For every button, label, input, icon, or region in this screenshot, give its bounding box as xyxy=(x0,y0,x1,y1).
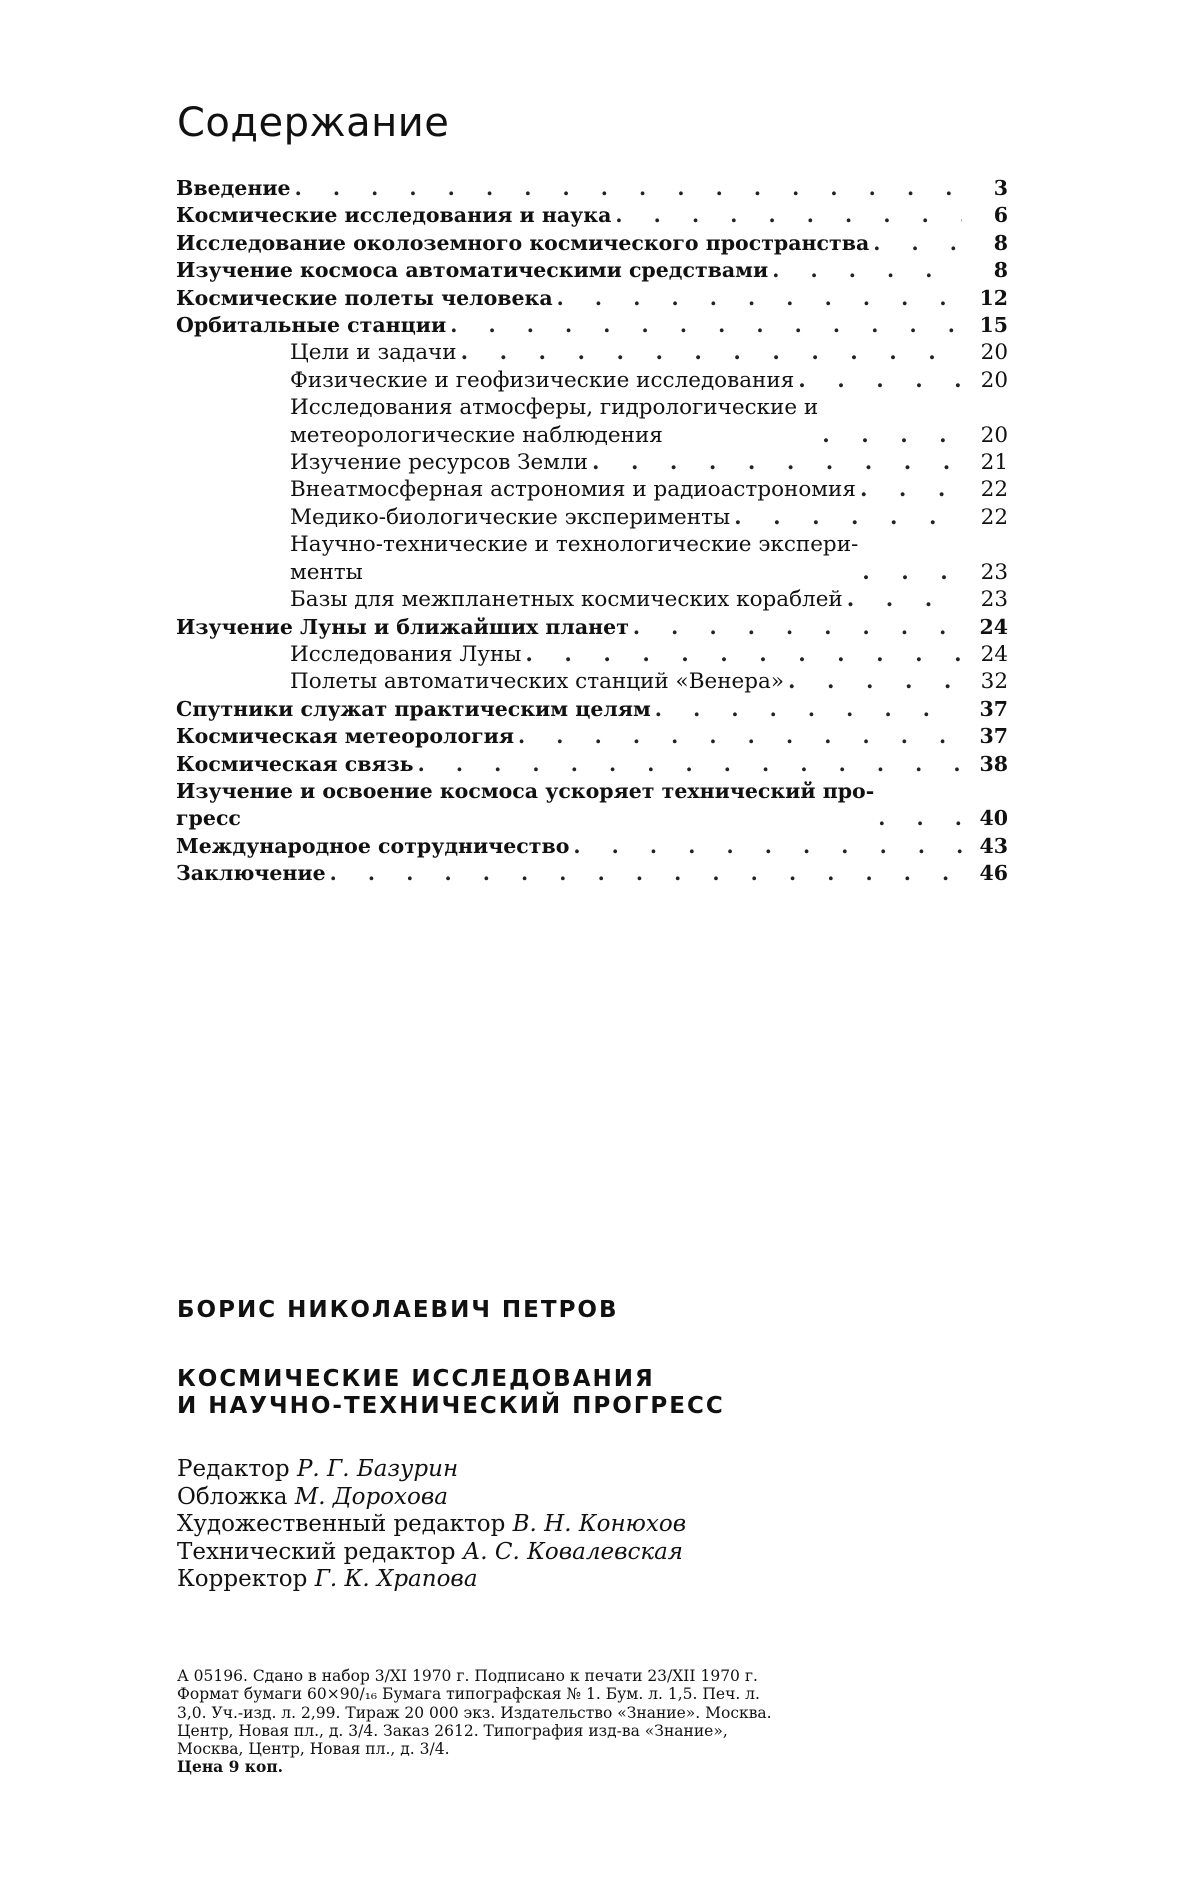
toc-entry-title: Цели и задачи xyxy=(290,340,457,366)
toc-leader-dots xyxy=(798,367,962,394)
toc-leader-dots xyxy=(822,422,962,449)
toc-entry-page: 20 xyxy=(980,340,1008,366)
toc-entry xyxy=(176,257,1008,284)
credit-role: Корректор xyxy=(177,1566,308,1592)
credit-role: Обложка xyxy=(177,1483,288,1510)
toc-leader-dots xyxy=(878,805,962,832)
toc-entry-title xyxy=(290,531,858,586)
credits-list xyxy=(177,1456,686,1594)
toc-entry-title: Космическая связь xyxy=(176,751,414,776)
toc-entry xyxy=(176,860,1008,887)
toc-leader-dots xyxy=(615,202,962,229)
toc-entry-title: Орбитальные станции xyxy=(176,313,447,338)
toc-leader-dots xyxy=(295,175,962,202)
toc-entry xyxy=(176,312,1008,339)
toc-entry-title: Внеатмосферная астрономия и радиоастрономия xyxy=(290,477,856,503)
toc-leader-dots xyxy=(330,860,962,887)
toc-entry-title: Международное сотрудничество xyxy=(176,833,570,858)
toc-subentry xyxy=(176,641,1008,668)
toc-leader-dots xyxy=(418,751,962,778)
toc-entry-page: 43 xyxy=(979,833,1008,858)
toc-entry-title: Космические исследования и наука xyxy=(176,203,612,228)
credit-row xyxy=(177,1539,686,1567)
toc-entry-title-line: гресс xyxy=(176,806,241,831)
credit-name: М. Дорохова xyxy=(294,1483,448,1510)
toc-entry-title-line: менты xyxy=(290,559,363,585)
toc-subentry xyxy=(176,586,1008,613)
toc-leader-dots xyxy=(450,312,962,339)
toc-entry-title xyxy=(290,394,818,449)
credit-row xyxy=(177,1566,686,1594)
book-author: БОРИС НИКОЛАЕВИЧ ПЕТРОВ xyxy=(177,1297,619,1323)
toc-subentry xyxy=(176,394,1008,449)
toc-leader-dots xyxy=(518,723,962,750)
imprint-line: 3,0. Уч.-изд. л. 2,99. Тираж 20 000 экз. Издательство «Знание». Москва. xyxy=(177,1703,772,1722)
credit-role: Технический редактор xyxy=(177,1538,456,1565)
credit-name: В. Н. Конюхов xyxy=(512,1511,687,1537)
toc-leader-dots xyxy=(655,696,962,723)
toc-entry-title: Исследование околоземного космического пространства xyxy=(176,230,870,255)
toc-entry-page: 37 xyxy=(979,696,1008,721)
credit-name: Г. К. Храпова xyxy=(314,1566,478,1592)
book-title-line: КОСМИЧЕСКИЕ ИССЛЕДОВАНИЯ xyxy=(177,1366,655,1392)
credit-row xyxy=(177,1456,686,1484)
credit-role: Художественный редактор xyxy=(177,1511,506,1537)
toc-entry xyxy=(176,230,1008,257)
credit-name: Р. Г. Базурин xyxy=(296,1456,459,1482)
toc-leader-dots xyxy=(860,476,962,503)
toc-entry-page: 20 xyxy=(980,422,1008,448)
book-title-line: И НАУЧНО-ТЕХНИЧЕСКИЙ ПРОГРЕСС xyxy=(177,1393,725,1419)
toc-heading: Содержание xyxy=(177,100,450,146)
toc-leader-dots xyxy=(592,449,962,476)
toc-entry-title-line: Научно-технические и технологические экспери- xyxy=(290,532,859,558)
toc-leader-dots xyxy=(557,285,962,312)
toc-leader-dots xyxy=(734,504,962,531)
toc-subentry xyxy=(176,339,1008,366)
toc-entry-page: 6 xyxy=(993,203,1008,228)
toc-entry xyxy=(176,723,1008,750)
toc-subentry xyxy=(176,668,1008,695)
toc-subentry xyxy=(176,476,1008,503)
toc-subentry xyxy=(176,449,1008,476)
toc-entry xyxy=(176,696,1008,723)
credit-row xyxy=(177,1511,686,1539)
price-label: Цена 9 коп. xyxy=(177,1757,284,1777)
toc-entry-page: 8 xyxy=(993,230,1008,255)
toc-entry-title: Исследования Луны xyxy=(290,641,522,667)
toc-subentry xyxy=(176,367,1008,394)
toc-entry-page: 12 xyxy=(979,285,1008,310)
toc-entry-page: 8 xyxy=(993,258,1008,283)
toc-leader-dots xyxy=(772,257,962,284)
toc-entry-title: Заключение xyxy=(176,861,326,886)
toc-subentry xyxy=(176,531,1008,586)
toc-leader-dots xyxy=(525,641,962,668)
toc-entry-title: Изучение космоса автоматическими средствами xyxy=(176,258,769,283)
toc-entry-title: Изучение Луны и ближайших планет xyxy=(176,614,629,639)
table-of-contents xyxy=(176,175,1008,888)
toc-entry-page: 3 xyxy=(993,176,1008,200)
toc-entry-page: 40 xyxy=(979,806,1008,831)
toc-entry xyxy=(176,175,1008,202)
credit-name: А. С. Ковалевская xyxy=(462,1538,684,1565)
toc-entry-page: 23 xyxy=(980,559,1008,585)
toc-entry-title: Базы для межпланетных космических кораблей xyxy=(290,587,843,613)
toc-entry xyxy=(176,778,1008,833)
toc-entry xyxy=(176,833,1008,860)
imprint-line: Москва, Центр, Новая пл., д. 3/4. xyxy=(177,1740,450,1759)
toc-entry-title-line: Исследования атмосферы, гидрологические и xyxy=(290,395,819,421)
toc-entry-title xyxy=(176,778,874,833)
imprint-line: Центр, Новая пл., д. 3/4. Заказ 2612. Типография изд-ва «Знание», xyxy=(177,1721,728,1740)
toc-entry-title: Физические и геофизические исследования xyxy=(290,367,795,393)
toc-leader-dots xyxy=(873,230,962,257)
toc-leader-dots xyxy=(461,339,962,366)
book-title xyxy=(177,1366,725,1420)
credit-role: Редактор xyxy=(177,1456,290,1482)
toc-entry xyxy=(176,285,1008,312)
imprint-line: Формат бумаги 60×90/₁₆ Бумага типографская № 1. Бум. л. 1,5. Печ. л. xyxy=(177,1685,760,1704)
toc-entry-page: 15 xyxy=(979,313,1008,338)
toc-entry-page: 24 xyxy=(980,641,1008,667)
toc-entry-title: Космическая метеорология xyxy=(176,724,515,749)
toc-subentry xyxy=(176,504,1008,531)
toc-entry-page: 37 xyxy=(979,724,1008,749)
toc-entry xyxy=(176,614,1008,641)
toc-entry xyxy=(176,751,1008,778)
toc-entry-page: 20 xyxy=(980,367,1008,393)
imprint-line: А 05196. Сдано в набор 3/XI 1970 г. Подписано к печати 23/XII 1970 г. xyxy=(177,1667,758,1685)
credit-row xyxy=(177,1484,686,1512)
toc-entry-title-line: метеорологические наблюдения xyxy=(290,422,663,448)
toc-leader-dots xyxy=(847,586,962,613)
toc-entry-title: Введение xyxy=(176,176,291,200)
toc-entry-title: Спутники служат практическим целям xyxy=(176,696,651,721)
toc-leader-dots xyxy=(633,614,962,641)
toc-entry-page: 22 xyxy=(980,504,1008,530)
toc-entry-page: 46 xyxy=(979,861,1008,886)
toc-entry-page: 38 xyxy=(979,751,1008,776)
toc-entry-title: Полеты автоматических станций «Венера» xyxy=(290,669,785,695)
toc-entry-page: 24 xyxy=(979,614,1008,639)
toc-entry xyxy=(176,202,1008,229)
imprint-block xyxy=(177,1667,1007,1777)
toc-leader-dots xyxy=(788,668,962,695)
toc-entry-title-line: Изучение и освоение космоса ускоряет технический про- xyxy=(176,778,875,803)
toc-entry-page: 32 xyxy=(980,669,1008,695)
toc-entry-title: Медико-биологические эксперименты xyxy=(290,504,731,530)
toc-entry-title: Изучение ресурсов Земли xyxy=(290,450,588,476)
toc-entry-title: Космические полеты человека xyxy=(176,285,553,310)
toc-entry-page: 21 xyxy=(980,450,1008,476)
toc-leader-dots xyxy=(573,833,962,860)
toc-entry-page: 22 xyxy=(980,477,1008,503)
toc-leader-dots xyxy=(862,559,962,586)
toc-entry-page: 23 xyxy=(980,587,1008,613)
